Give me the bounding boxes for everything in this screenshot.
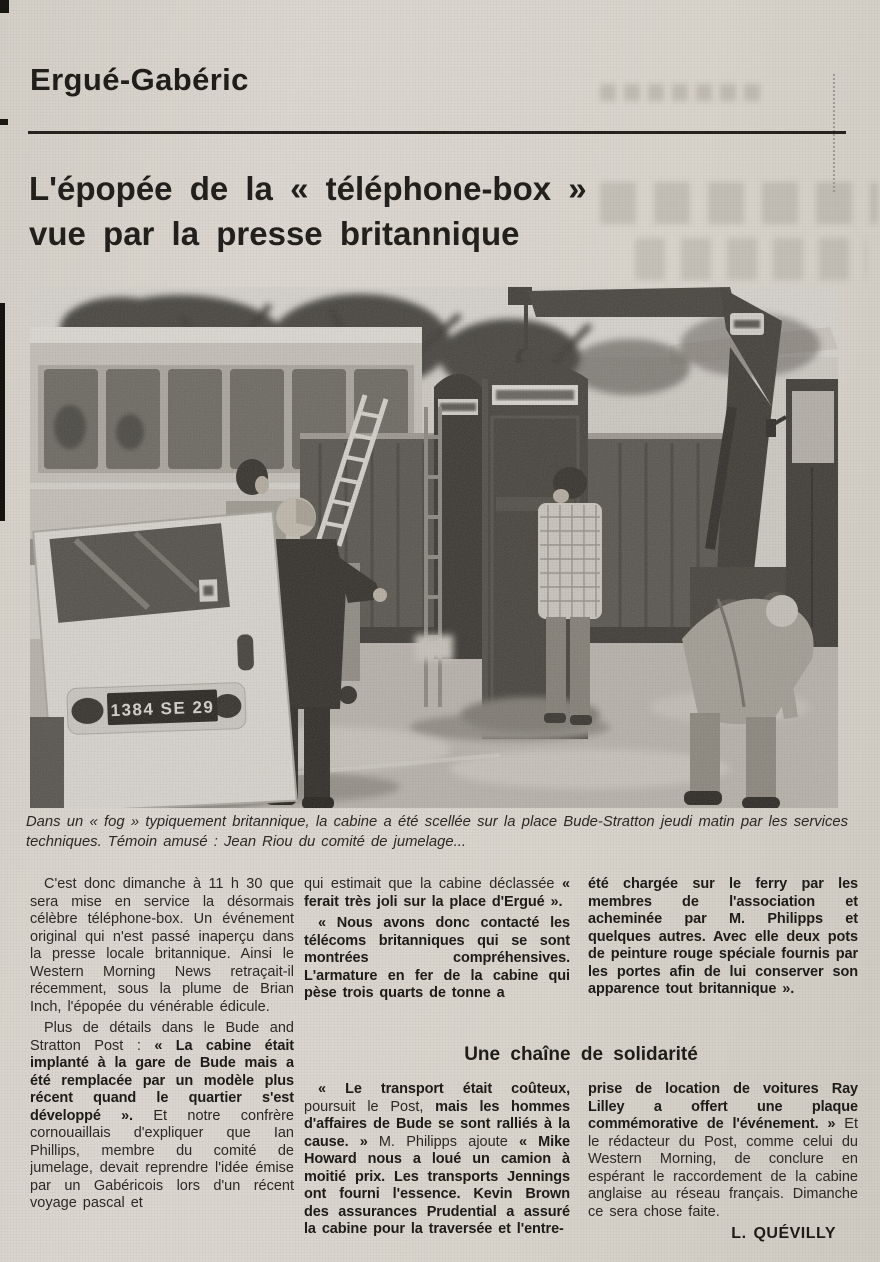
quote-run: « Nous avons donc contacté les télécoms britanniques qui se sont montrées compréhensives. L'armature en fer de la cabine qui pèse trois quarts de tonne a	[304, 915, 570, 1001]
paragraph	[588, 1081, 858, 1221]
paragraph	[304, 915, 570, 1003]
photo-grain	[30, 287, 838, 808]
author-byline: L. QUÉVILLY	[731, 1225, 836, 1242]
text-run: qui estimait que la cabine déclassée	[304, 876, 563, 892]
quote-run: été chargée sur le ferry par les membres de l'association et acheminée par M. Philipps et quelques autres. Avec elle deux pots de peinture rouge spéciale fournis par les portes afin de lui conserver son apparence tout britannique ».	[588, 876, 858, 997]
article-photo	[30, 287, 838, 808]
quote-run: « ferait très joli sur la place d'Ergué ».	[304, 876, 570, 910]
scan-mark-bar	[0, 303, 5, 521]
article-subhead: Une chaîne de solidarité	[464, 1044, 698, 1065]
article-column-2-lower	[304, 1081, 570, 1262]
article-column-2-upper	[304, 876, 570, 1042]
text-run: Et notre confrère cornouaillais d'expliquer que Ian Phillips, membre du comité de jumelage, devait reprendre l'idée émise par un Gabéricois lors d'un récent voyage pascal et	[30, 1107, 294, 1211]
bleedthrough-ghost-headline-1	[600, 182, 878, 224]
text-run: M. Philipps ajoute	[378, 1133, 520, 1150]
headline-line-2: vue par la presse britannique	[29, 215, 520, 252]
headline-line-1: L'épopée de la « téléphone-box »	[29, 170, 587, 207]
scan-mark-tick	[0, 119, 8, 125]
scan-mark-corner	[0, 0, 9, 13]
bleedthrough-ghost-top	[600, 84, 765, 101]
quote-run: « La cabine était implanté à la gare de Bude mais a été remplacée par un modèle plus récent quand le quartier s'est développé ».	[30, 1037, 294, 1124]
text-run: poursuit le Post,	[304, 1098, 436, 1115]
photo-caption: Dans un « fog » typiquement britannique, la cabine a été scellée sur la place Bude-Stratton jeudi matin par les services techniques. Témoin amusé : Jean Riou du comité de jumelage...	[26, 814, 848, 850]
header-rule	[28, 131, 846, 134]
quote-run: prise de location de voitures Ray Lilley a offert une plaque commémorative de l'événement. »	[588, 1081, 858, 1132]
paragraph	[30, 1020, 294, 1213]
text-run: Et le rédacteur du Post, comme celui du Western Morning, de conclure en espérant le raccordement de la cabine anglaise au réseau français. Dimanche ce sera chose faite.	[588, 1116, 858, 1220]
quote-run: « Le transport était coûteux,	[318, 1081, 570, 1097]
text-run: Plus de détails dans le Bude and Stratton Post :	[30, 1020, 294, 1054]
bleedthrough-ghost-headline-2	[635, 238, 867, 280]
quote-run: mais les hommes d'affaires de Bude se sont ralliés à la cause. »	[304, 1098, 570, 1150]
paragraph	[304, 1081, 570, 1239]
article-headline	[29, 166, 587, 256]
section-title: Ergué-Gabéric	[30, 62, 249, 97]
paragraph: C'est donc dimanche à 11 h 30 que sera mise en service la désormais célèbre téléphone-box. Un événement original qui n'est passé inaperçu dans la presse locale britannique. Ainsi le Western Morning News retraçait-il récemment, sous la plume de Brian Inch, l'épopée du vénérable édicule.	[30, 876, 294, 1015]
article-column-3-upper	[588, 876, 858, 1042]
article-column-1	[30, 876, 294, 1258]
paragraph	[588, 876, 858, 999]
article-column-3-lower	[588, 1081, 858, 1262]
paragraph	[304, 876, 570, 911]
quote-run: « Mike Howard nous a loué un camion à moitié prix. Les transports Jennings ont fourni l'essence. Kevin Brown des assurances Prudential a assuré la cabine pour la traversée et l'entre-	[304, 1133, 570, 1237]
